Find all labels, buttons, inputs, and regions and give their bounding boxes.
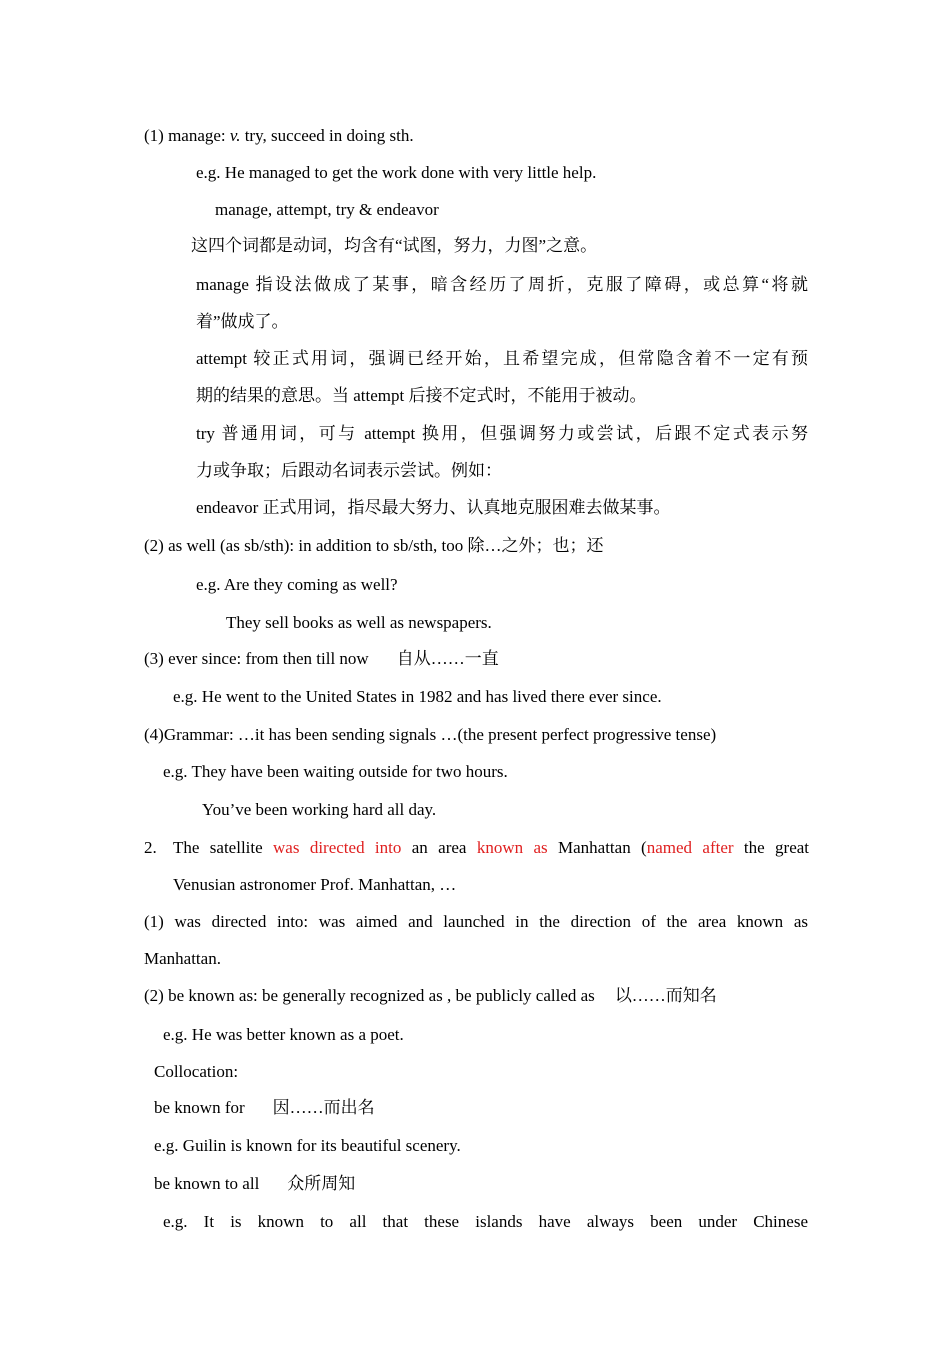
section-heading-manage: (1) manage: v. try, succeed in doing sth. [144,126,414,145]
chinese-meaning: 自从……一直 [396,649,499,668]
attempt-explanation-line-1: attempt 较正式用词，强调已经开始，且希望完成，但常隐含着不一定有预 [196,349,808,368]
section-heading-as-well: (2) as well (as sb/sth): in addition to sb/sth, too 除…之外；也；还 [144,536,604,555]
part-of-speech: v. [229,126,241,145]
try-explanation-line-1: try 普通用词，可与 attempt 换用，但强调努力或尝试，后跟不定式表示努 [196,424,808,443]
example-sentence: e.g. It is known to all that these islands have always been under Chinese [163,1212,808,1231]
chinese-meaning: 以……而知名 [614,986,717,1005]
example-sentence: e.g. They have been waiting outside for two hours. [163,762,508,781]
key-sentence-line-1: The satellite was directed into an area known as Manhattan (named after the great [173,838,810,857]
item-number: 2. [144,838,157,857]
collocation-label: Collocation: [154,1062,239,1081]
try-explanation-line-2: 力或争取；后跟动名词表示尝试。例如： [196,461,502,480]
attempt-explanation-line-2: 期的结果的意思。当 attempt 后接不定式时，不能用于被动。 [196,386,647,405]
highlight-phrase: was directed into [273,838,402,857]
section-heading-continuation: Manhattan. [144,949,221,968]
synonyms-title: manage, attempt, try & endeavor [215,200,439,219]
manage-explanation-line-1: manage 指设法做成了某事，暗含经历了周折，克服了障碍，或总算“将就 [196,275,808,294]
section-heading-known-as: (2) be known as: be generally recognized as , be publicly called as 以……而知名 [144,986,717,1005]
example-sentence: You’ve been working hard all day. [202,800,437,819]
endeavor-explanation: endeavor 正式用词，指尽最大努力、认真地克服困难去做某事。 [196,498,671,517]
example-sentence: e.g. Guilin is known for its beautiful scenery. [154,1136,461,1155]
section-heading-directed-into: (1) was directed into: was aimed and launched in the direction of the area known as [144,912,808,931]
section-heading-ever-since: (3) ever since: from then till now 自从……一直 [144,649,499,668]
highlight-phrase: named after [646,838,734,857]
chinese-meaning: 众所周知 [287,1174,356,1193]
section-heading-grammar: (4)Grammar: …it has been sending signals …(the present perfect progressive tense) [144,725,717,744]
example-sentence: e.g. Are they coming as well? [196,575,398,594]
synonyms-intro: 这四个词都是动词，均含有“试图，努力，力图”之意。 [191,236,598,255]
collocation-known-to-all: be known to all 众所周知 [154,1174,356,1193]
example-sentence: They sell books as well as newspapers. [226,613,492,632]
highlight-phrase: known as [476,838,548,857]
example-sentence: e.g. He was better known as a poet. [163,1025,404,1044]
example-sentence: e.g. He went to the United States in 1982 and has lived there ever since. [173,687,662,706]
example-sentence: e.g. He managed to get the work done with very little help. [196,163,597,182]
manage-explanation-line-2: 着”做成了。 [196,312,289,331]
chinese-meaning: 因……而出名 [272,1098,375,1117]
collocation-known-for: be known for 因……而出名 [154,1098,375,1117]
key-sentence-line-2: Venusian astronomer Prof. Manhattan, … [173,875,457,894]
